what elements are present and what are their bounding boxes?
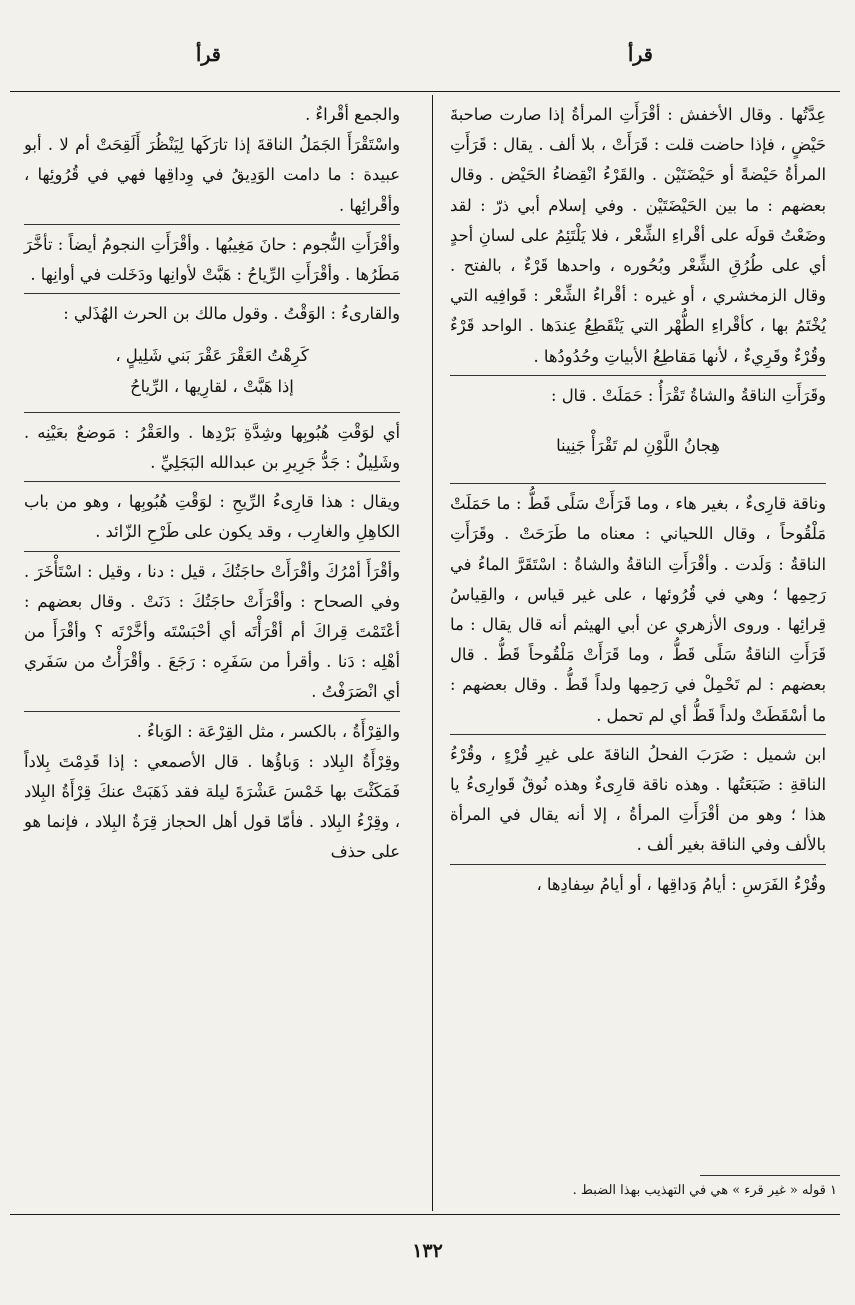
page-number: ١٣٢ [412, 1240, 443, 1262]
entry-paragraph: وناقة قارِىءٌ ، بغير هاء ، وما قَرَأَتْ سَلًى قَطُّ : ما حَمَلَتْ مَلْقُوحاً ، وقال اللحياني : معناه ما طَرَحَتْ . وقَرَأَتِ الناقةُ : وَلَدت . وأقْرَأَتِ الناقةُ والشاةُ : اسْتَقَرَّ الماءُ في رَحِمِها ؛ وهي في قُرُوئها ، على غير قياس ، والقِياسُ قِرائِها . وروى الأزهري عن أبي الهيثم أنه قال يقال : ما قَرَأَتِ الناقةُ سَلًى قَطُّ ، وما قَرَأَتْ مَلْقُوحاً قَطُّ . قال بعضهم : لم تَحْمِلْ في رَحِمِها ولداً قَطُّ . وقال بعضهم : ما أسْقَطَتْ ولداً قَطُّ أي لم تحمل . [450, 494, 826, 725]
paragraph-divider [24, 711, 400, 712]
header-rule [10, 91, 840, 92]
entry-paragraph: وقُرْءُ الفَرَسِ : أيامُ وَداقِها ، أو أيامُ سِفادِها ، [536, 874, 826, 894]
entry-paragraph: عِدَّتُها . وقال الأخفش : أقْرَأَتِ المرأةُ إذا صارت صاحبةَ حَيْضٍ ، فإذا حاضت قلت : قَرَأَتْ ، بلا ألف . يقال : قَرَأَتِ المرأةُ حَيْضةً أو حَيْضَتَيْن . والقَرْءُ انْقِضاءُ الحَيْض . وقال بعضهم : ما بين الحَيْضَتَيْن . وفي إسلام أبي ذرّ : لقد وضَعْتُ قولَه على أقْراءِ الشِّعْر ، فلا يَلْتَئِمُ على لسانِ أحدٍ أي على طُرُقِ الشِّعْر وبُحُوره ، واحدها قَرْءٌ ، بالفتح . وقال الزمخشري ، أو غيره : أقْراءُ الشِّعْر : قَوافِيه التي يُخْتَمُ بها ، كأقْراءِ الطُّهْر التي يَنْقَطِعُ عِندَها . الواحد قَرْءٌ وقُرْءٌ وقَرِيءٌ ، لأنها مَقاطِعُ الأبياتِ وحُدُودُها . [450, 105, 826, 366]
paragraph-divider [24, 293, 400, 294]
paragraph-divider [450, 483, 826, 484]
paragraph-divider [450, 734, 826, 735]
verse-line: كَرِهْتُ العَقْرَ عَقْرَ بَني شَلِيلٍ ، [115, 346, 309, 366]
entry-paragraph: وقِرْأَةُ البِلاد : وَباؤُها . قال الأصمعي : إذا قَدِمْتَ بِلاداً فَمَكَثْتَ بها خَمْسَ عَشْرَةَ ليلة فقد ذَهَبَتْ عنكَ قِرْأَةُ البِلاد ، وقِرْءُ البِلاد . فأمّا قول أهل الحجاز قِرَةُ البِلاد ، فإنما هو على حذف [24, 751, 400, 862]
paragraph-divider [450, 375, 826, 376]
entry-paragraph: والقِرْأَةُ ، بالكسر ، مثل القِرْعَة : الوَباءُ . [136, 721, 400, 741]
verse-line: هِجانُ اللَّوْنِ لم تَقْرَأْ جَنِينا [556, 436, 720, 456]
column-divider [432, 95, 433, 1211]
paragraph-divider [24, 412, 400, 413]
footnote: ١ قوله « غير قرء » هي في التهذيب بهذا الضبط . [572, 1183, 837, 1198]
entry-paragraph: ويقال : هذا قارِىءُ الرِّيحِ : لوَقْتِ هُبُوبِها ، وهو من باب الكاهِلِ والغارِب ، وقد يكون على طَرْحِ الزّائد . [24, 492, 400, 542]
entry-paragraph: أي لوَقْتِ هُبُوبِها وشِدَّةِ بَرْدِها . والعَقْرُ : مَوضعٌ بعَيْنِه . وشَلِيلٌ : جَدُّ جَرِيرِ بن عبدالله البَجَلِيِّ . [24, 422, 400, 473]
running-head-left: قرأ [196, 44, 221, 66]
entry-paragraph: وأقْرَأَتِ النُّجوم : حانَ مَغِيبُها . وأقْرَأَتِ النجومُ أيضاً : تأخَّرَ مَطَرُها . وأقْرَأَتِ الرِّياحُ : هَبَّتْ لأوانِها ودَخَلت في أوانِها . [24, 234, 400, 285]
entry-paragraph: وأقْرَأَ أمْرُكَ وأقْرَأَتْ حاجَتُكَ ، قيل : دنا ، وقيل : اسْتَأْخَرَ . وفي الصحاح : وأقْرَأَتْ حاجَتُكَ : دَنَتْ . وقال بعضهم : أعْتَمْتَ قِراكَ أم أقْرَأْتَه أي أحْبَسْتَه وأخَّرْتَه ؟ وأقْرَأَ من أهْلِه : دَنا . وأقرأ من سَفَرِه : رَجَعَ . وأقْرَأْتُ من سَفَري أي انْصَرَفْتُ . [24, 561, 400, 702]
entry-paragraph: وقَرَأَتِ الناقةُ والشاةُ تَقْرَأُ : حَمَلَتْ . قال : [551, 385, 826, 405]
footnote-rule [700, 1175, 840, 1176]
running-head-right: قرأ [628, 44, 653, 66]
paragraph-divider [450, 864, 826, 865]
footer-rule [10, 1214, 840, 1215]
entry-paragraph: والقارىءُ : الوَقْتُ . وقول مالك بن الحرث الهُذَلي : [63, 304, 400, 324]
entry-paragraph: واسْتَقْرَأَ الجَمَلُ الناقةَ إذا تارَكَها لِيَنْظُرَ أَلَقِحَتْ أم لا . أبو عبيدة : ما دامت الوَدِيقُ في وِداقِها فهي في قُرُوئِها ، وأقْرائِها . [24, 135, 400, 215]
verse-line: إذا هَبَّتْ ، لقارِيها ، الرِّياحُ [130, 376, 294, 396]
entry-paragraph: ابن شميل : ضَرَبَ الفحلُ الناقةَ على غيرِ قُرْءٍ ، وقُرْءُ الناقةِ : ضَبَعَتُها . وهذه ناقة قارِىءٌ وهذه نُوقٌ قَوارِىءُ يا هذا ؛ وهو من أقْرَأَتِ المرأةُ ، إلا أنه يقال في المرأة بالألف وفي الناقة بغير ألف . [450, 744, 826, 855]
paragraph-divider [24, 224, 400, 225]
right-column [450, 100, 826, 900]
entry-paragraph: والجمع أقْراءٌ . [305, 105, 400, 124]
left-column [24, 100, 400, 868]
paragraph-divider [24, 551, 400, 552]
paragraph-divider [24, 481, 400, 482]
